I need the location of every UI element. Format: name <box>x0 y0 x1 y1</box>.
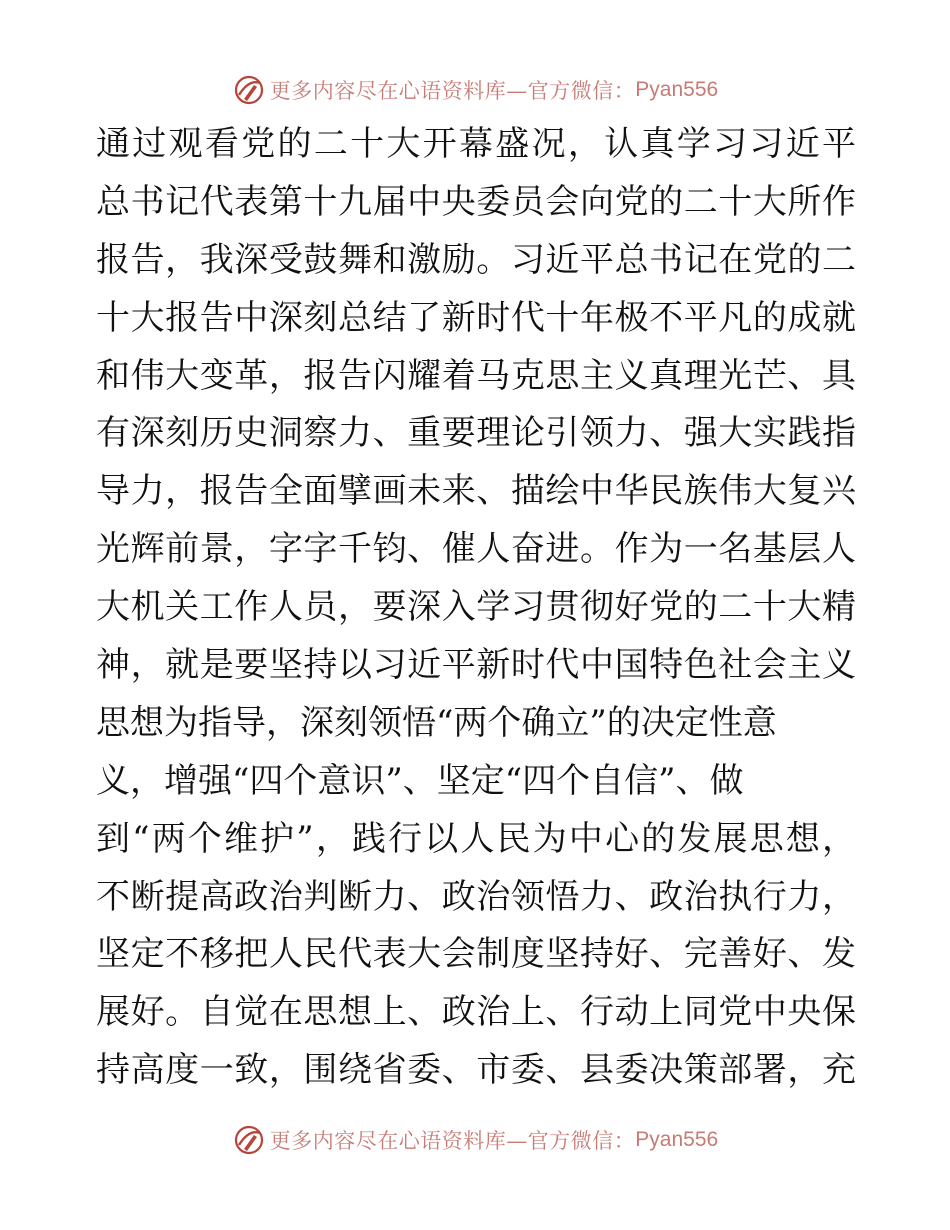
text-line: 通过观看党的二十大开幕盛况，认真学习习近平 <box>96 124 856 164</box>
banner-text: 更多内容尽在心语资料库—官方微信： <box>269 79 636 103</box>
header-watermark <box>0 70 950 110</box>
text-line: 总书记代表第十九届中央委员会向党的二十大所作 <box>96 181 856 222</box>
text-line: 大机关工作人员，要深入学习贯彻好党的二十大精 <box>96 587 856 628</box>
text-line: 导力，报告全面擘画未来、描绘中华民族伟大复兴 <box>96 471 856 512</box>
text-line: 展好。自觉在思想上、政治上、行动上同党中央保 <box>96 992 856 1033</box>
text-line: 报告，我深受鼓舞和激励。习近平总书记在党的二 <box>96 239 856 280</box>
text-line: 和伟大变革，报告闪耀着马克思主义真理光芒、具 <box>96 355 856 396</box>
footer-watermark <box>0 1120 950 1160</box>
text-line: 有深刻历史洞察力、重要理论引领力、强大实践指 <box>96 413 856 454</box>
brand-logo-icon <box>232 1123 266 1157</box>
brand-logo-icon <box>232 73 266 107</box>
text-line: 义，增强“四个意识”、坚定“四个自信”、做 <box>96 760 744 801</box>
text-line: 光辉前景，字字千钧、催人奋进。作为一名基层人 <box>96 529 856 570</box>
text-line: 到“两个维护”，践行以人民为中心的发展思想， <box>96 818 856 859</box>
document-body <box>96 116 856 1100</box>
text-line: 坚定不移把人民代表大会制度坚持好、完善好、发 <box>96 934 856 975</box>
text-line: 十大报告中深刻总结了新时代十年极不平凡的成就 <box>96 297 856 338</box>
banner-wechat-id: Pyan556 <box>635 1128 719 1151</box>
text-line: 思想为指导，深刻领悟“两个确立”的决定性意 <box>96 702 777 743</box>
banner-text: 更多内容尽在心语资料库—官方微信： <box>269 1129 636 1153</box>
banner-wechat-id: Pyan556 <box>635 78 719 101</box>
text-line: 不断提高政治判断力、政治领悟力、政治执行力， <box>96 876 856 917</box>
text-line: 持高度一致，围绕省委、市委、县委决策部署，充 <box>96 1050 856 1091</box>
text-line: 神，就是要坚持以习近平新时代中国特色社会主义 <box>96 645 856 686</box>
